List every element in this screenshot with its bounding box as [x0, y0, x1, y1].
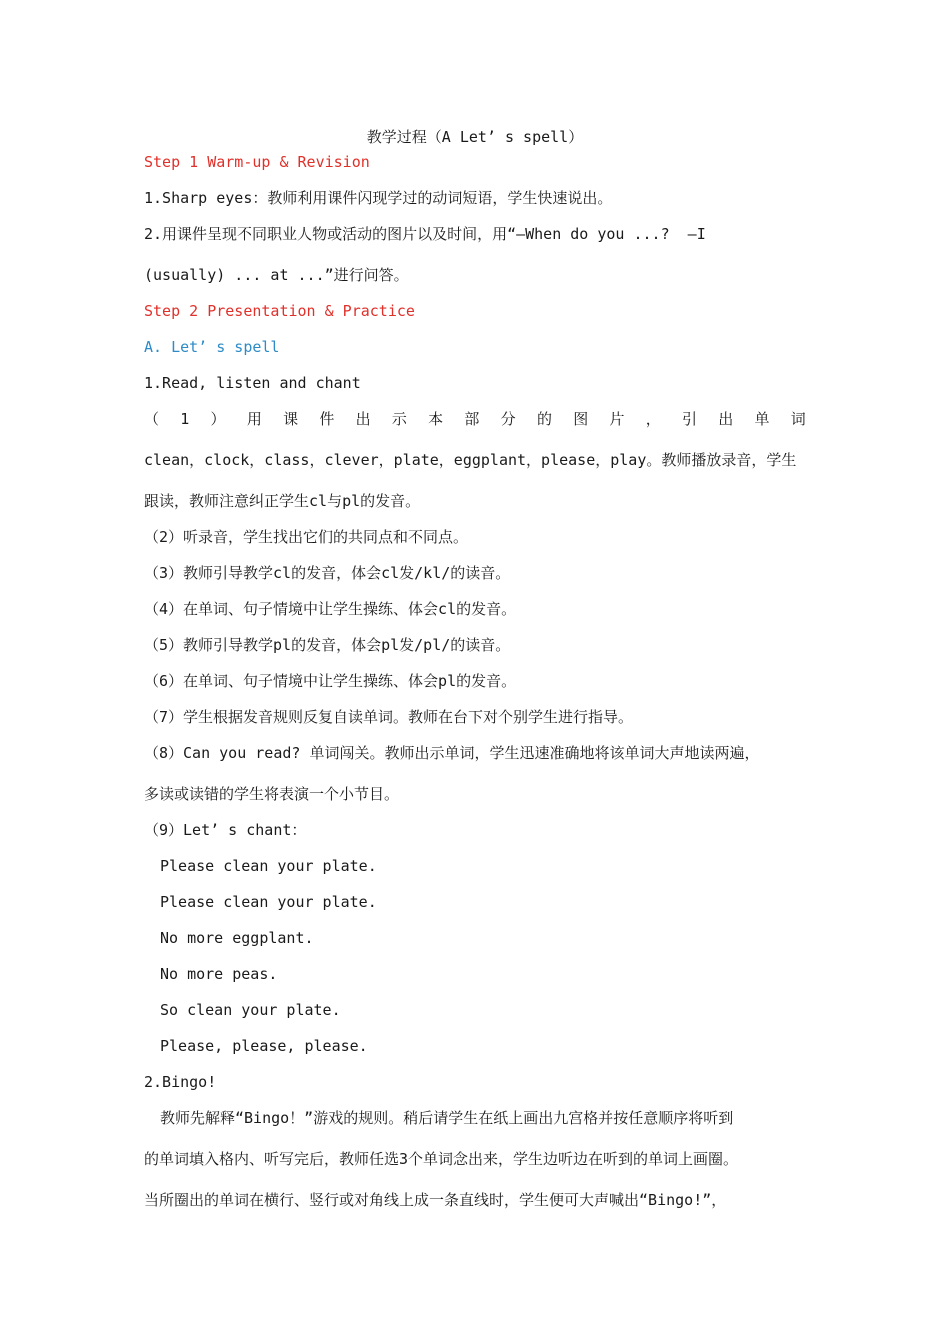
section-a-heading: A. Let’ s spell: [144, 338, 280, 356]
paragraph-read-listen: 1.Read, listen and chant: [144, 374, 361, 392]
item-2: （2）听录音，学生找出它们的共同点和不同点。: [144, 528, 469, 546]
item-7: （7）学生根据发音规则反复自读单词。教师在台下对个别学生进行指导。: [144, 708, 634, 726]
item-3: （3）教师引导教学cl的发音，体会cl发/kl/的读音。: [144, 564, 511, 582]
item-8-line2: 多读或读错的学生将表演一个小节目。: [144, 785, 400, 803]
chant-line: Please, please, please.: [160, 1037, 368, 1055]
item-6: （6）在单词、句子情境中让学生操练、体会pl的发音。: [144, 672, 517, 690]
char: 用: [246, 410, 262, 428]
char: （: [144, 410, 160, 428]
char: 部: [464, 410, 480, 428]
chant-line: Please clean your plate.: [160, 893, 377, 911]
chant-line: No more eggplant.: [160, 929, 314, 947]
paragraph-2-line2: (usually) ... at ...”进行问答。: [144, 266, 409, 284]
paragraph-4-line3: 跟读，教师注意纠正学生cl与pl的发音。: [144, 492, 421, 510]
char: 1: [180, 410, 190, 428]
char: 出: [718, 410, 734, 428]
char: 本: [428, 410, 444, 428]
item-4: （4）在单词、句子情境中让学生操练、体会cl的发音。: [144, 600, 517, 618]
char: 分: [500, 410, 516, 428]
char: 词: [790, 410, 806, 428]
char: 单: [754, 410, 770, 428]
bingo-paragraph-line1: 教师先解释“Bingo！”游戏的规则。稍后请学生在纸上画出九宫格并按任意顺序将听到: [160, 1109, 734, 1127]
char: ）: [210, 410, 226, 428]
step1-heading: Step 1 Warm-up & Revision: [144, 153, 370, 171]
chant-line: So clean your plate.: [160, 1001, 341, 1019]
paragraph-4-line2: clean，clock，class，clever，plate，eggplant，please，play。教师播放录音，学生: [144, 451, 797, 469]
paragraph-2-line1: 2.用课件呈现不同职业人物或活动的图片以及时间，用“—When do you ...? —I: [144, 225, 706, 243]
bingo-paragraph-line3: 当所圈出的单词在横行、竖行或对角线上成一条直线时，学生便可大声喊出“Bingo!”，: [144, 1191, 727, 1209]
char: 示: [391, 410, 407, 428]
chant-line: Please clean your plate.: [160, 857, 377, 875]
step2-heading: Step 2 Presentation & Practice: [144, 302, 415, 320]
paragraph-sharp-eyes: 1.Sharp eyes：教师利用课件闪现学过的动词短语，学生快速说出。: [144, 189, 613, 207]
char: 引: [682, 410, 698, 428]
lesson-title: 教学过程（A Let’ s spell）: [366, 128, 584, 146]
char: 课: [283, 410, 299, 428]
item-8-line1: （8）Can you read? 单词闯关。教师出示单词，学生迅速准确地将该单词大声地读两遍，: [144, 744, 760, 762]
item-5: （5）教师引导教学pl的发音，体会pl发/pl/的读音。: [144, 636, 511, 654]
paragraph-4-line1: [144, 409, 806, 429]
bingo-paragraph-line2: 的单词填入格内、听写完后，教师任选3个单词念出来，学生边听边在听到的单词上画圈。: [144, 1150, 739, 1168]
char: 出: [355, 410, 371, 428]
chant-line: No more peas.: [160, 965, 278, 983]
bingo-heading: 2.Bingo!: [144, 1073, 217, 1091]
char: 图: [573, 410, 589, 428]
char: ，: [645, 410, 661, 428]
char: 片: [609, 410, 625, 428]
char: 件: [319, 410, 335, 428]
char: 的: [536, 410, 552, 428]
item-9: （9）Let’ s chant：: [144, 821, 307, 839]
